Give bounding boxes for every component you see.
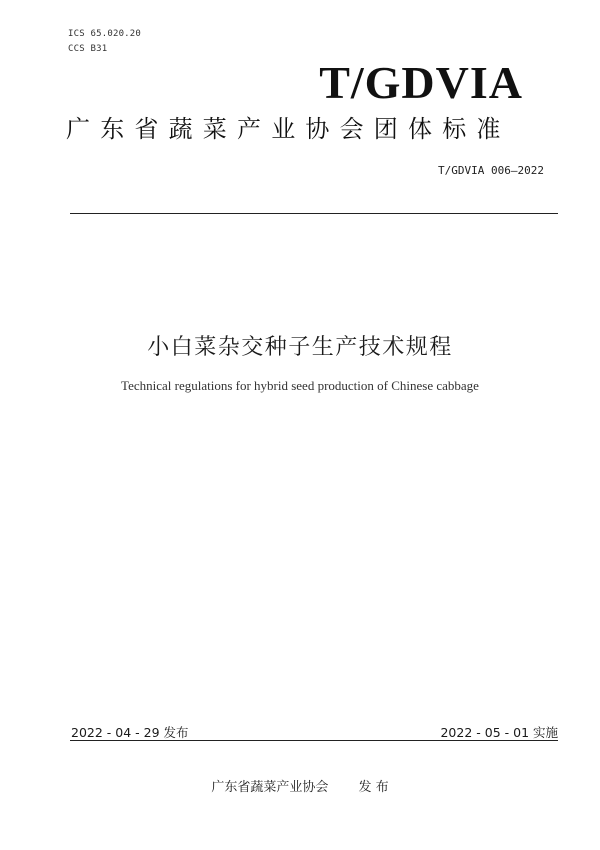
implementation-date: 2022 - 05 - 01 实施	[440, 725, 558, 740]
document-title-english: Technical regulations for hybrid seed production of Chinese cabbage	[121, 378, 479, 393]
publish-action: 发 布	[358, 780, 389, 795]
ccs-code: CCS B31	[68, 44, 108, 54]
standard-brand: T/GDVIA	[319, 57, 523, 108]
issue-date: 2022 - 04 - 29 发布	[71, 725, 189, 740]
document-title-chinese: 小白菜杂交种子生产技术规程	[147, 335, 453, 360]
publisher-line	[0, 776, 600, 795]
header-divider	[70, 213, 558, 214]
standard-number: T/GDVIA 006—2022	[438, 164, 544, 177]
footer-divider	[70, 740, 558, 741]
publisher-name: 广东省蔬菜产业协会	[211, 780, 329, 795]
ics-code: ICS 65.020.20	[68, 29, 142, 39]
organization-standard-title: 广东省蔬菜产业协会团体标准	[66, 115, 511, 143]
